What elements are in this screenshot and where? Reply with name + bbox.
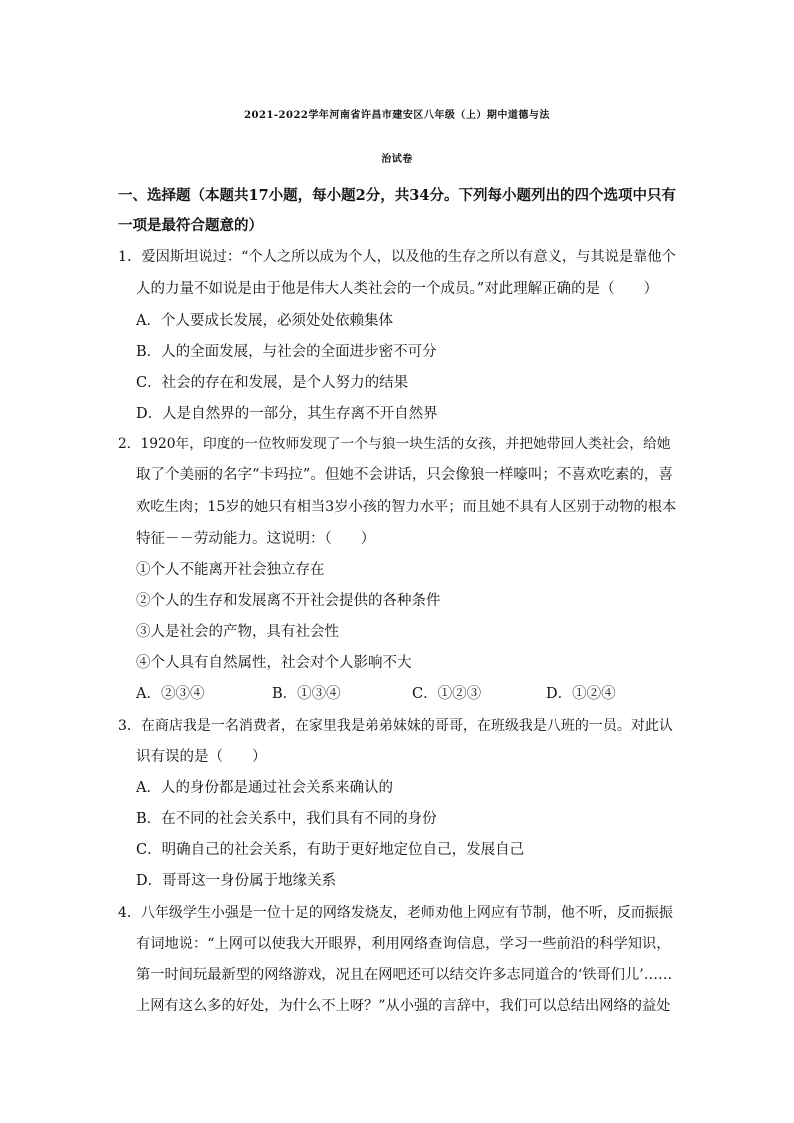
q3-option-b: B．在不同的社会关系中，我们具有不同的身份 (136, 811, 437, 827)
q1-option-b: B．人的全面发展，与社会的全面进步密不可分 (136, 344, 437, 360)
exam-title-line-2: 治试卷 (381, 154, 413, 165)
q2-stem-line-1: 2．1920年，印度的一位牧师发现了一个与狼一块生活的女孩，并把她带回人类社会，给她 (118, 436, 671, 452)
q4-stem-line-1: 4．八年级学生小强是一位十足的网络发烧友，老师劝他上网应有节制，他不听，反而振振 (118, 905, 673, 921)
q2-statement-1: ①个人不能离开社会独立存在 (136, 562, 325, 578)
q2-stem-line-2: 取了个美丽的名字“卡玛拉”。但她不会讲话，只会像狼一样嚎叫；不喜欢吃素的，喜 (136, 467, 673, 483)
q1-option-d: D．人是自然界的一部分，其生存离不开自然界 (136, 406, 438, 422)
q2-stem-line-4: 特征－－劳动能力。这说明：（ ） (136, 531, 376, 547)
q2-option-c: C．①②③ (412, 686, 482, 702)
q4-stem-line-3: 第一时间玩最新型的网络游戏，况且在网吧还可以结交许多志同道合的‘铁哥们儿’…… (136, 967, 673, 983)
q4-stem-line-2: 有词地说：“上网可以使我大开眼界，利用网络查询信息，学习一些前沿的科学知识， (136, 936, 671, 952)
q2-stem-line-3: 欢吃生肉；15岁的她只有相当3岁小孩的智力水平；而且她不具有人区别于动物的根本 (136, 499, 677, 515)
q4-stem-line-4: 上网有这么多的好处，为什么不上呀？”从小强的言辞中，我们可以总结出网络的益处 (136, 998, 671, 1014)
q3-option-d: D．哥哥这一身份属于地缘关系 (136, 873, 337, 889)
exam-title-line-1: 2021-2022学年河南省许昌市建安区八年级（上）期中道德与法 (244, 110, 550, 121)
q2-statement-3: ③人是社会的产物，具有社会性 (136, 624, 339, 640)
q1-stem-line-2: 人的力量不如说是由于他是伟大人类社会的一个成员。”对此理解正确的是（ ） (136, 281, 659, 297)
q2-option-d: D．①②④ (546, 686, 616, 702)
q2-statement-2: ②个人的生存和发展离不开社会提供的各种条件 (136, 593, 441, 609)
q2-option-a: A．②③④ (136, 686, 205, 702)
q3-option-c: C．明确自己的社会关系，有助于更好地定位自己，发展自己 (136, 842, 525, 858)
q3-stem-line-2: 识有误的是（ ） (136, 749, 267, 765)
q2-option-b: B．①③④ (272, 686, 341, 702)
q1-option-c: C．社会的存在和发展，是个人努力的结果 (136, 375, 409, 391)
q2-statement-4: ④个人具有自然属性，社会对个人影响不大 (136, 655, 412, 671)
section-header-line-2: 一项是最符合题意的） (118, 217, 263, 234)
q1-stem-line-1: 1．爱因斯坦说过：“个人之所以成为个人，以及他的生存之所以有意义，与其说是靠他个 (118, 249, 676, 265)
section-header-line-1: 一、选择题（本题共17小题，每小题2分，共34分。下列每小题列出的四个选项中只有 (118, 187, 676, 204)
q3-option-a: A．人的身份都是通过社会关系来确认的 (136, 780, 393, 796)
q1-option-a: A．个人要成长发展，必须处处依赖集体 (136, 313, 393, 329)
q3-stem-line-1: 3．在商店我是一名消费者，在家里我是弟弟妹妹的哥哥，在班级我是八班的一员。对此认 (118, 718, 673, 734)
